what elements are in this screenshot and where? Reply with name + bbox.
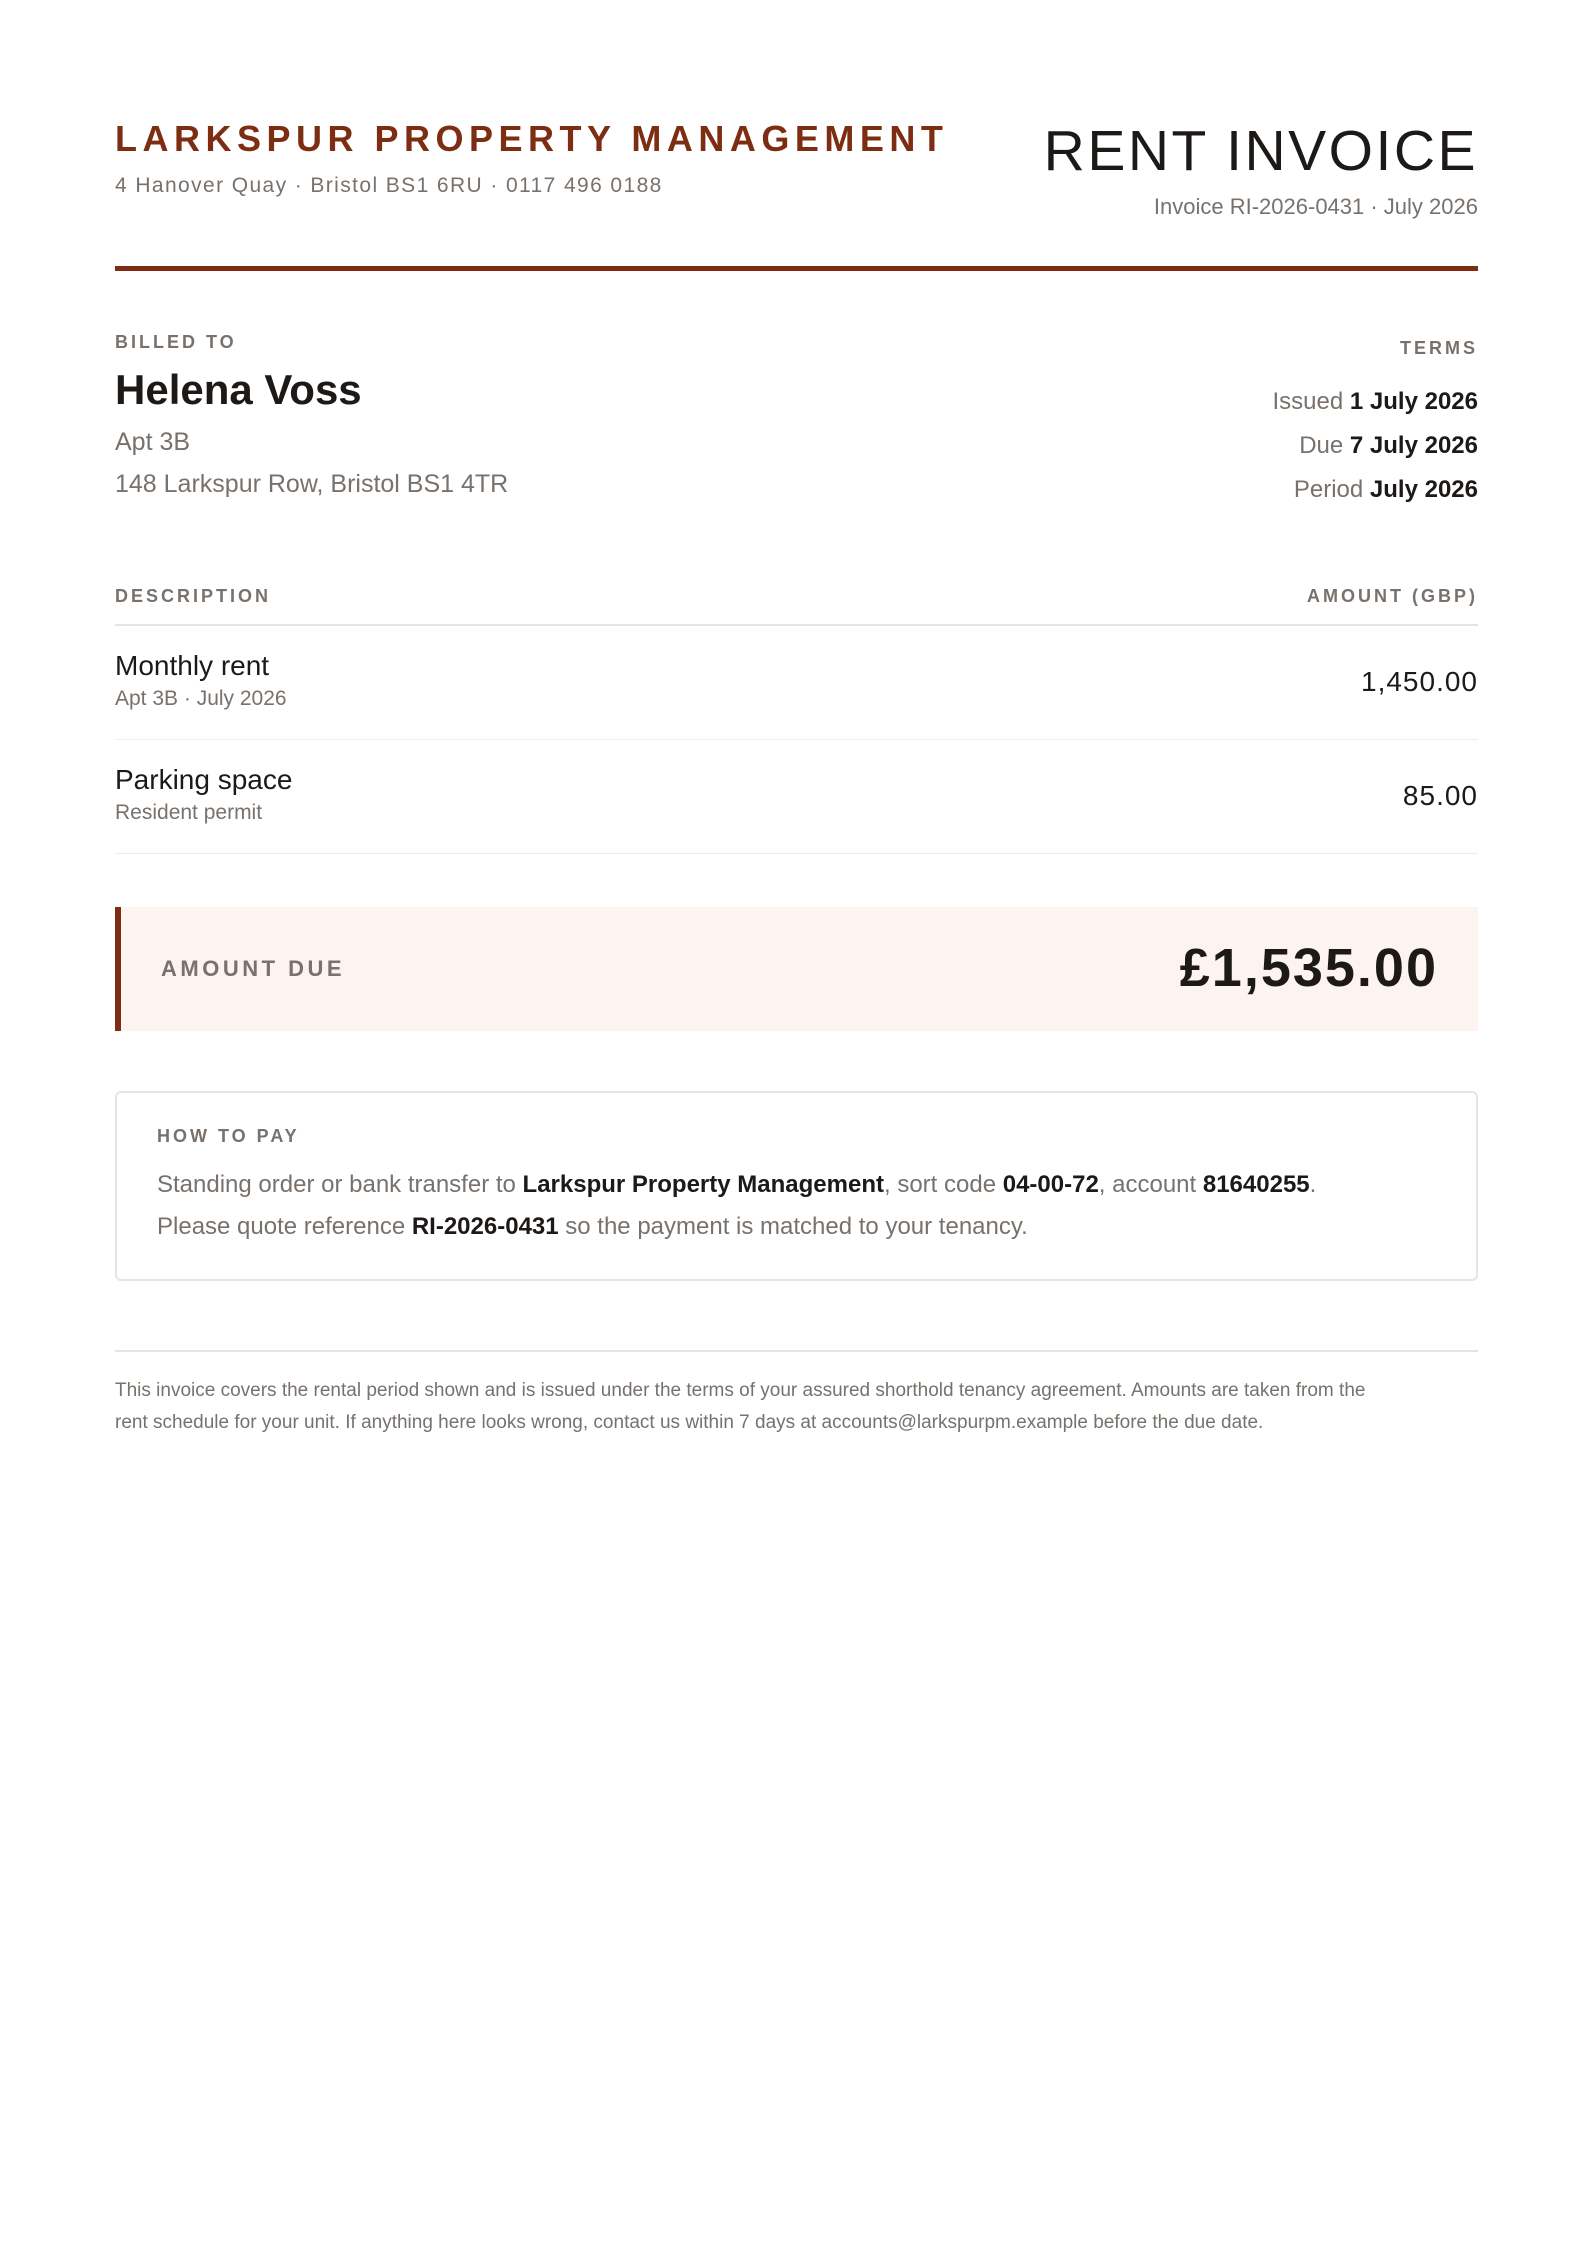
sort-code: 04-00-72 xyxy=(1002,1171,1099,1198)
invoice-number: Invoice RI-2026-0431 · July 2026 xyxy=(1153,194,1478,219)
due-label: Due xyxy=(1299,432,1344,459)
item-title: Parking space xyxy=(115,764,293,795)
item-amount: 1,450.00 xyxy=(1361,666,1478,697)
company-name: LARKSPUR PROPERTY MANAGEMENT xyxy=(115,118,949,159)
footer-divider xyxy=(115,1350,1478,1352)
payee-name: Larkspur Property Management xyxy=(522,1171,884,1198)
item-subtitle: Resident permit xyxy=(115,801,263,824)
item-amount: 85.00 xyxy=(1402,780,1478,811)
terms-issued xyxy=(1273,388,1479,416)
column-description: DESCRIPTION xyxy=(115,586,272,606)
header-divider xyxy=(115,266,1478,271)
pay-text: so the payment is matched to your tenancy. xyxy=(558,1213,1028,1240)
document-title: RENT INVOICE xyxy=(1043,119,1478,183)
account-number: 81640255 xyxy=(1202,1171,1310,1198)
period-value: July 2026 xyxy=(1369,476,1478,503)
table-row xyxy=(115,626,1478,740)
terms-due xyxy=(1299,432,1478,460)
pay-text: . xyxy=(1309,1171,1317,1198)
billed-to-label: BILLED TO xyxy=(115,332,237,352)
how-to-pay-label: HOW TO PAY xyxy=(157,1126,300,1146)
tenant-unit: Apt 3B xyxy=(115,428,191,456)
footer-note-line-2: rent schedule for your unit. If anything here looks wrong, contact us within 7 days at accounts@larkspurpm.example before the due date. xyxy=(115,1412,1264,1433)
amount-due-value: £1,535.00 xyxy=(1179,938,1438,998)
amount-due-label: AMOUNT DUE xyxy=(161,956,346,981)
how-to-pay-panel xyxy=(115,1091,1478,1281)
terms-label: TERMS xyxy=(1400,338,1478,358)
period-label: Period xyxy=(1293,476,1364,503)
amount-due-panel xyxy=(115,907,1478,1031)
table-row xyxy=(115,740,1478,854)
pay-text: , account xyxy=(1098,1171,1203,1198)
issued-date: 1 July 2026 xyxy=(1349,388,1478,415)
company-address: 4 Hanover Quay · Bristol BS1 6RU · 0117 496 0188 xyxy=(115,174,663,197)
due-date: 7 July 2026 xyxy=(1349,432,1478,459)
payment-instructions-line-2 xyxy=(157,1213,1028,1241)
pay-text: Standing order or bank transfer to xyxy=(157,1171,523,1198)
tenant-address: 148 Larkspur Row, Bristol BS1 4TR xyxy=(115,470,509,498)
payment-instructions-line-1 xyxy=(157,1171,1316,1199)
line-items-table xyxy=(115,586,1478,854)
payment-reference: RI-2026-0431 xyxy=(411,1213,559,1240)
item-subtitle: Apt 3B · July 2026 xyxy=(115,687,287,710)
terms-period xyxy=(1294,476,1478,504)
footer-note-line-1: This invoice covers the rental period shown and is issued under the terms of your assured shorthold tenancy agreement. Amounts are taken from the xyxy=(115,1380,1366,1401)
invoice-header xyxy=(115,118,1478,238)
item-title: Monthly rent xyxy=(115,650,270,681)
issued-label: Issued xyxy=(1272,388,1344,415)
column-amount: AMOUNT (GBP) xyxy=(1307,586,1478,606)
pay-text: Please quote reference xyxy=(157,1213,412,1240)
pay-text: , sort code xyxy=(883,1171,1003,1198)
terms-section xyxy=(978,338,1478,518)
tenant-name: Helena Voss xyxy=(115,366,362,413)
table-header xyxy=(115,586,1478,626)
